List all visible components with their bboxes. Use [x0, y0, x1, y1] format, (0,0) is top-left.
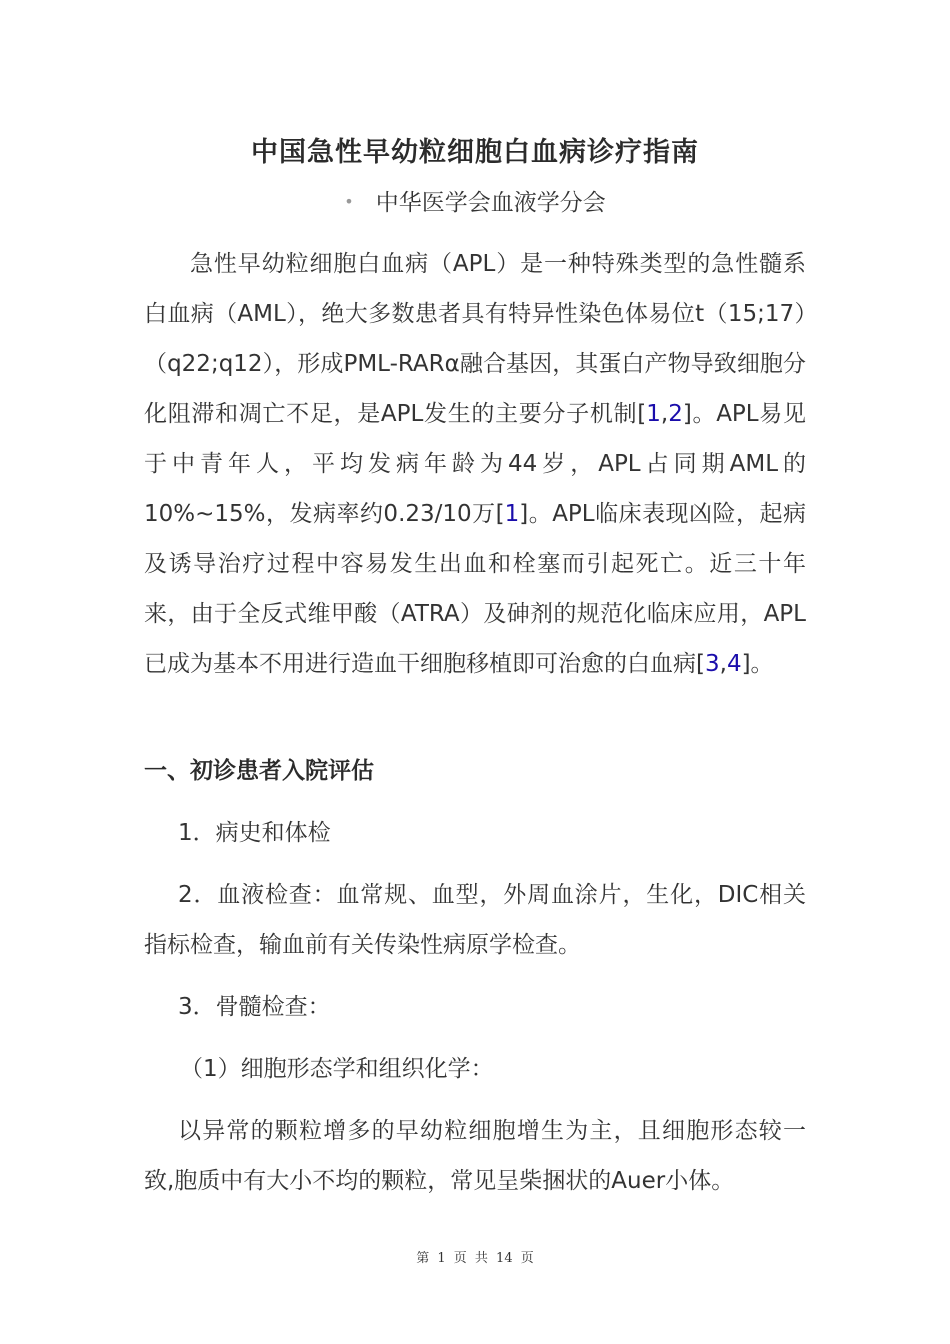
ref-separator: ,	[719, 651, 727, 677]
page-number: 第 1 页 共 14 页	[416, 1251, 534, 1266]
reference-link-1b[interactable]: 1	[504, 501, 520, 527]
reference-link-2[interactable]: 2	[668, 401, 683, 427]
item-bone-marrow: 3．骨髓检查：	[178, 994, 331, 1020]
reference-link-3[interactable]: 3	[704, 651, 720, 677]
intro-text-4: ]。	[741, 651, 774, 677]
reference-link-4[interactable]: 4	[726, 651, 742, 677]
intro-text-2: ]。APL易见于中青年人，平均发病年龄为44岁，APL占同期AML的10%~15%，发病率约0.23/10万[	[144, 401, 807, 527]
intro-text-1: 急性早幼粒细胞白血病（APL）是一种特殊类型的急性髓系白血病（AML），绝大多数患者具有特异性染色体易位t（15;17）（q22;q12），形成PML-RARα融合基因，其蛋白产物导致细胞分化阻滞和凋亡不足，是APL发生的主要分子机制[	[144, 251, 806, 427]
list-item	[144, 1106, 806, 1206]
document-title: 中国急性早幼粒细胞白血病诊疗指南	[251, 137, 699, 168]
list-item	[144, 870, 806, 970]
intro-paragraph	[144, 239, 806, 689]
author-name: 中华医学会血液学分会	[375, 190, 606, 216]
list-item	[144, 808, 806, 858]
list-item	[144, 1044, 806, 1094]
item-morphology: （1）细胞形态学和组织化学：	[180, 1056, 494, 1082]
intro-text-3: ]。APL临床表现凶险，起病及诱导治疗过程中容易发生出血和栓塞而引起死亡。近三十年来，由于全反式维甲酸（ATRA）及砷剂的规范化临床应用，APL已成为基本不用进行造血干细胞移植即可治愈的白血病[	[144, 501, 806, 677]
morphology-description: 以异常的颗粒增多的早幼粒细胞增生为主，且细胞形态较一致,胞质中有大小不均的颗粒，常见呈柴捆状的Auer小体。	[144, 1118, 806, 1194]
bullet-icon: •	[344, 192, 354, 211]
list-item	[144, 982, 806, 1032]
author-line	[0, 184, 950, 217]
item-history-exam: 1．病史和体检	[178, 820, 331, 846]
reference-link-1[interactable]: 1	[646, 401, 661, 427]
item-blood-test: 2．血液检查：血常规、血型，外周血涂片，生化，DIC相关指标检查，输血前有关传染性病原学检查。	[144, 882, 806, 958]
section-heading: 一、初诊患者入院评估	[144, 758, 374, 784]
ref-separator: ,	[660, 401, 669, 427]
